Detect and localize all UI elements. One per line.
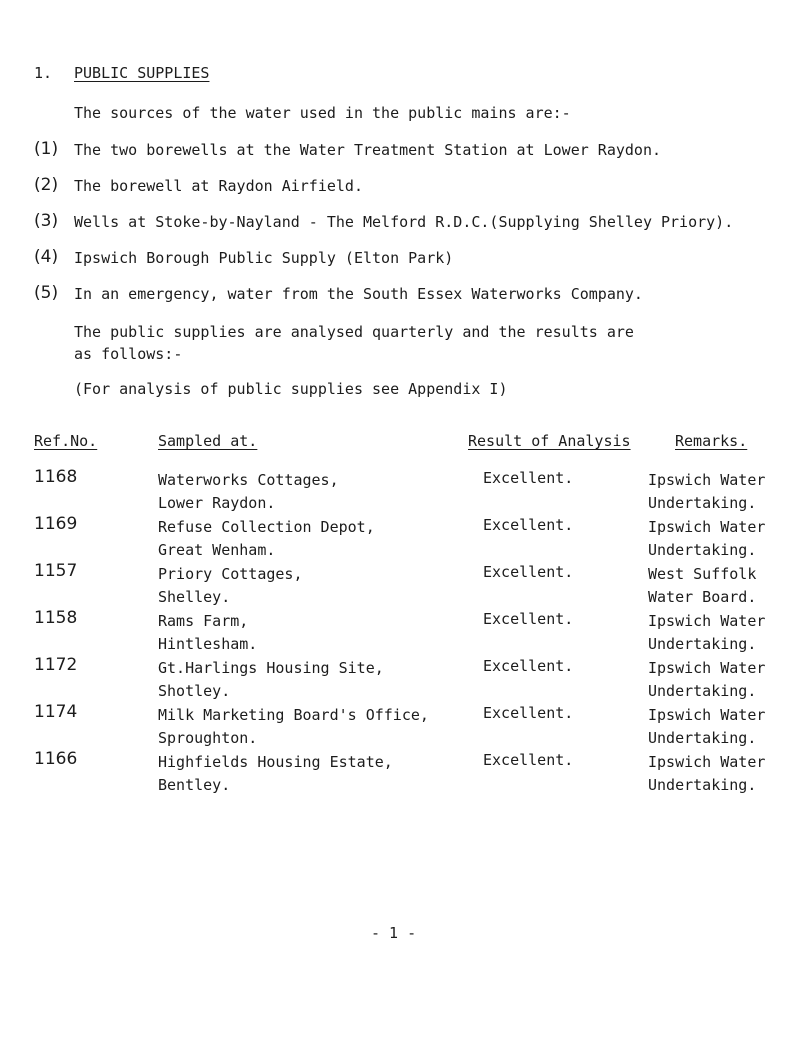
header-sampled: Sampled at. xyxy=(158,432,258,450)
source-text-1: The two borewells at the Water Treatment Station at Lower Raydon. xyxy=(74,141,661,159)
source-text-2: The borewell at Raydon Airfield. xyxy=(74,177,363,195)
row-sampled: Refuse Collection Depot, Great Wenham. xyxy=(158,518,375,559)
row-remarks: Ipswich Water Undertaking. xyxy=(648,706,766,747)
row-result: Excellent. xyxy=(483,657,574,675)
intro-text: The sources of the water used in the public mains are:- xyxy=(74,104,571,122)
source-num-3: (3) xyxy=(34,211,59,231)
row-remarks: Ipswich Water Undertaking. xyxy=(648,659,766,700)
row-ref: 1157 xyxy=(34,561,78,581)
source-text-5: In an emergency, water from the South Essex Waterworks Company. xyxy=(74,285,643,303)
row-sampled: Gt.Harlings Housing Site, Shotley. xyxy=(158,659,384,700)
row-sampled: Priory Cottages, Shelley. xyxy=(158,565,303,606)
analysis-note-line-1: The public supplies are analysed quarterly and the results are xyxy=(74,323,634,341)
row-ref: 1174 xyxy=(34,702,78,722)
analysis-note-line-2: as follows:- xyxy=(74,345,183,363)
row-result: Excellent. xyxy=(483,469,574,487)
row-result: Excellent. xyxy=(483,751,574,769)
source-num-5: (5) xyxy=(34,283,59,303)
row-ref: 1168 xyxy=(34,467,78,487)
section-number: 1. xyxy=(34,64,53,82)
row-remarks: Ipswich Water Undertaking. xyxy=(648,518,766,559)
row-remarks: Ipswich Water Undertaking. xyxy=(648,612,766,653)
source-num-1: (1) xyxy=(34,139,59,159)
row-remarks: West Suffolk Water Board. xyxy=(648,565,757,606)
row-ref: 1158 xyxy=(34,608,78,628)
row-ref: 1172 xyxy=(34,655,78,675)
source-text-3: Wells at Stoke-by-Nayland - The Melford R.D.C.(Supplying Shelley Priory). xyxy=(74,213,734,231)
row-remarks: Ipswich Water Undertaking. xyxy=(648,471,766,512)
row-result: Excellent. xyxy=(483,563,574,581)
row-sampled: Rams Farm, Hintlesham. xyxy=(158,612,258,653)
row-ref: 1166 xyxy=(34,749,78,769)
row-result: Excellent. xyxy=(483,516,574,534)
row-result: Excellent. xyxy=(483,704,574,722)
row-sampled: Highfields Housing Estate, Bentley. xyxy=(158,753,393,794)
source-text-4: Ipswich Borough Public Supply (Elton Park) xyxy=(74,249,454,267)
page-number: - 1 - xyxy=(371,924,417,942)
row-sampled: Milk Marketing Board's Office, Sproughton. xyxy=(158,706,429,747)
row-remarks: Ipswich Water Undertaking. xyxy=(648,753,766,794)
source-num-4: (4) xyxy=(34,247,59,267)
row-ref: 1169 xyxy=(34,514,78,534)
row-result: Excellent. xyxy=(483,610,574,628)
row-sampled: Waterworks Cottages, Lower Raydon. xyxy=(158,471,339,512)
appendix-note: (For analysis of public supplies see Appendix I) xyxy=(74,380,508,398)
header-remarks: Remarks. xyxy=(675,432,748,450)
source-num-2: (2) xyxy=(34,175,59,195)
header-result: Result of Analysis xyxy=(468,432,631,450)
section-title: PUBLIC SUPPLIES xyxy=(74,64,210,82)
header-ref: Ref.No. xyxy=(34,432,98,450)
